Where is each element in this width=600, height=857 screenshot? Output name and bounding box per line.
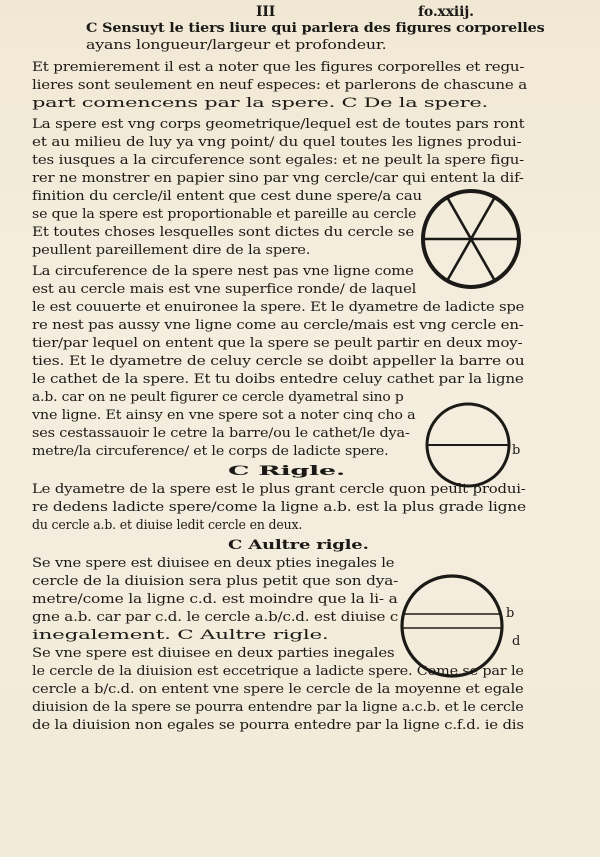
text-line: Se vne spere est diuisee en deux parties inegales bbox=[32, 646, 395, 661]
text-line: C Aultre rigle. bbox=[228, 537, 369, 553]
text-line: re nest pas aussy vne ligne come au cercle/mais est vng cercle en- bbox=[32, 318, 524, 333]
text-line: du cercle a.b. et diuise ledit cercle en deux. bbox=[32, 518, 303, 533]
text-line: peullent pareillement dire de la spere. bbox=[32, 243, 311, 258]
figure-label-d: d bbox=[512, 634, 521, 649]
text-line: diuision de la spere se pourra entendre par la ligne a.c.b. et le cercle bbox=[32, 700, 524, 715]
text-line: vne ligne. Et ainsy en vne spere sot a noter cinq cho a bbox=[32, 408, 416, 423]
text-line: Se vne spere est diuisee en deux pties inegales le bbox=[32, 556, 395, 571]
text-line: a.b. car on ne peult figurer ce cercle dyametral sino p bbox=[32, 390, 404, 405]
sphere-figure-unequal bbox=[400, 574, 504, 678]
text-line: metre/come la ligne c.d. est moindre que la li- a bbox=[32, 592, 398, 607]
text-line: Et toutes choses lesquelles sont dictes du cercle se bbox=[32, 225, 415, 240]
text-line: et au milieu de luy ya vng point/ du quel toutes les lignes produi- bbox=[32, 135, 522, 150]
text-line: metre/la circuference/ et le corps de ladicte spere. bbox=[32, 444, 389, 459]
text-line: Et premierement il est a noter que les figures corporelles et regu- bbox=[32, 60, 525, 75]
text-line: finition du cercle/il entent que cest dune spere/a cau bbox=[32, 189, 422, 204]
text-line: La circuference de la spere nest pas vne ligne come bbox=[32, 264, 414, 279]
text-line: gne a.b. car par c.d. le cercle a.b/c.d. est diuise c bbox=[32, 610, 399, 625]
text-line: lieres sont seulement en neuf especes: et parlerons de chascune a bbox=[32, 78, 528, 93]
text-line: le cathet de la spere. Et tu doibs entedre celuy cathet par la ligne bbox=[32, 372, 524, 387]
text-line: Le dyametre de la spere est le plus grant cercle quon peult produi- bbox=[32, 482, 526, 497]
text-line: inegalement. C Aultre rigle. bbox=[32, 628, 329, 643]
text-line: ayans longueur/largeur et profondeur. bbox=[86, 38, 387, 53]
text-line: est au cercle mais est vne superfice ronde/ de laquel bbox=[32, 282, 417, 297]
text-line: cercle a b/c.d. on entent vne spere le cercle de la moyenne et egale bbox=[32, 682, 524, 697]
text-line: C Rigle. bbox=[228, 463, 345, 479]
page-marker: III bbox=[256, 4, 276, 20]
text-line: C Sensuyt le tiers liure qui parlera des figures corporelles bbox=[86, 20, 545, 36]
text-line: ses cestassauoir le cetre la barre/ou le cathet/le dya- bbox=[32, 426, 410, 441]
text-line: part comencens par la spere. C De la spere. bbox=[32, 96, 488, 111]
text-line: le cercle de la diuision est eccetrique a ladicte spere. Come se par le bbox=[32, 664, 524, 679]
text-line: cercle de la diuision sera plus petit que son dya- bbox=[32, 574, 399, 589]
text-line: se que la spere est proportionable et pareille au cercle bbox=[32, 207, 417, 222]
figure-label-b: b bbox=[506, 606, 515, 621]
text-line: La spere est vng corps geometrique/lequel est de toutes pars ront bbox=[32, 117, 525, 132]
folio-number: fo.xxiij. bbox=[418, 4, 474, 20]
figure-label-b: b bbox=[512, 443, 521, 458]
text-line: tier/par lequel on entent que la spere se peult partir en deux moy- bbox=[32, 336, 523, 351]
text-line: rer ne monstrer en papier sino par vng cercle/car qui entent la dif- bbox=[32, 171, 524, 186]
sphere-figure-hexagon bbox=[420, 188, 522, 290]
text-line: le est couuerte et enuironee la spere. Et le dyametre de ladicte spe bbox=[32, 300, 525, 315]
sphere-outline bbox=[402, 576, 502, 676]
sphere-figure-diameter bbox=[425, 402, 511, 488]
text-line: ties. Et le dyametre de celuy cercle se doibt appeller la barre ou bbox=[32, 354, 525, 369]
text-line: tes iusques a la circuference sont egales: et ne peult la spere figu- bbox=[32, 153, 525, 168]
text-line: re dedens ladicte spere/come la ligne a.b. est la plus grade ligne bbox=[32, 500, 527, 515]
text-line: de la diuision non egales se pourra entedre par la ligne c.f.d. ie dis bbox=[32, 718, 524, 733]
